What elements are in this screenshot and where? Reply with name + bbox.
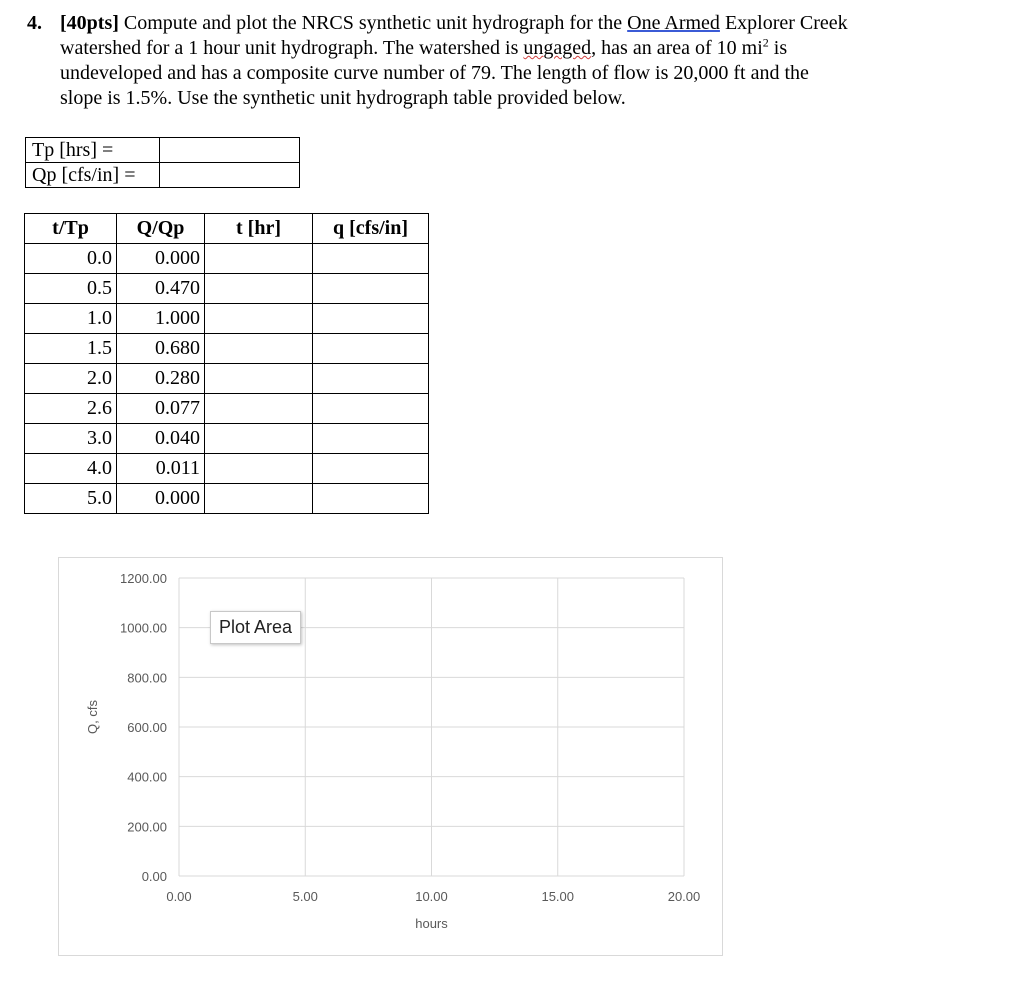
cell-q-qp: 0.470 bbox=[117, 274, 205, 304]
cell-t-tp: 2.6 bbox=[25, 394, 117, 424]
table-header-row bbox=[25, 214, 429, 244]
table-row bbox=[25, 454, 429, 484]
cell-t-tp: 4.0 bbox=[25, 454, 117, 484]
spellcheck-word[interactable]: ungaged bbox=[523, 37, 592, 59]
table-row bbox=[25, 244, 429, 274]
x-tick-label: 5.00 bbox=[292, 889, 318, 904]
cell-q-qp: 0.000 bbox=[117, 244, 205, 274]
header-t-tp: t/Tp bbox=[25, 214, 117, 244]
cell-q-qp: 0.077 bbox=[117, 394, 205, 424]
tp-label: Tp [hrs] = bbox=[26, 138, 160, 163]
y-axis-title: Q, cfs bbox=[85, 700, 100, 734]
cell-t-tp: 1.5 bbox=[25, 334, 117, 364]
cell-t-hr[interactable] bbox=[205, 424, 313, 454]
cell-q-cfs-in[interactable] bbox=[313, 244, 429, 274]
problem-line-2 bbox=[27, 36, 987, 61]
y-tick-label: 200.00 bbox=[127, 819, 167, 835]
problem-text-1b: Explorer Creek bbox=[719, 12, 848, 34]
chart-canvas bbox=[59, 558, 722, 955]
cell-q-cfs-in[interactable] bbox=[313, 274, 429, 304]
cell-t-hr[interactable] bbox=[205, 244, 313, 274]
table-row bbox=[25, 484, 429, 514]
cell-t-hr[interactable] bbox=[205, 334, 313, 364]
cell-t-tp: 0.5 bbox=[25, 274, 117, 304]
header-q-qp: Q/Qp bbox=[117, 214, 205, 244]
table-row bbox=[25, 424, 429, 454]
table-row bbox=[25, 274, 429, 304]
cell-q-cfs-in[interactable] bbox=[313, 454, 429, 484]
cell-q-qp: 0.000 bbox=[117, 484, 205, 514]
cell-q-qp: 0.011 bbox=[117, 454, 205, 484]
problem-text-1a: Compute and plot the NRCS synthetic unit hydrograph for the bbox=[123, 12, 628, 34]
cell-t-hr[interactable] bbox=[205, 274, 313, 304]
params-table bbox=[25, 137, 300, 188]
problem-text-2a: watershed for a 1 hour unit hydrograph. The watershed is bbox=[60, 37, 524, 59]
y-tick-label: 1200.00 bbox=[120, 571, 167, 586]
y-tick-label: 1000.00 bbox=[120, 620, 167, 636]
cell-t-hr[interactable] bbox=[205, 304, 313, 334]
x-tick-label: 0.00 bbox=[166, 889, 192, 904]
problem-line-3: undeveloped and has a composite curve number of 79. The length of flow is 20,000 ft and the bbox=[60, 62, 809, 84]
problem-line-1 bbox=[27, 11, 987, 36]
problem-text-2b: , has an area of 10 mi bbox=[591, 37, 763, 59]
cell-q-cfs-in[interactable] bbox=[313, 484, 429, 514]
table-row bbox=[25, 304, 429, 334]
cell-q-cfs-in[interactable] bbox=[313, 304, 429, 334]
cell-t-tp: 0.0 bbox=[25, 244, 117, 274]
table-row bbox=[25, 394, 429, 424]
x-tick-label: 15.00 bbox=[541, 889, 575, 904]
qp-value-cell[interactable] bbox=[160, 163, 300, 188]
header-t-hr: t [hr] bbox=[205, 214, 313, 244]
table-row bbox=[25, 334, 429, 364]
table-row bbox=[25, 364, 429, 394]
tp-value-cell[interactable] bbox=[160, 138, 300, 163]
cell-t-tp: 5.0 bbox=[25, 484, 117, 514]
cell-t-tp: 1.0 bbox=[25, 304, 117, 334]
problem-line-4: slope is 1.5%. Use the synthetic unit hydrograph table provided below. bbox=[60, 87, 626, 109]
cell-t-tp: 2.0 bbox=[25, 364, 117, 394]
cell-q-qp: 0.680 bbox=[117, 334, 205, 364]
problem-statement bbox=[27, 11, 987, 111]
cell-t-tp: 3.0 bbox=[25, 424, 117, 454]
unit-hydrograph-table bbox=[24, 213, 429, 514]
x-tick-label: 20.00 bbox=[667, 889, 701, 904]
hydrograph-chart[interactable] bbox=[58, 557, 723, 956]
problem-number: 4. bbox=[27, 12, 42, 34]
creek-name-link[interactable]: One Armed bbox=[627, 12, 720, 34]
qp-label: Qp [cfs/in] = bbox=[26, 163, 160, 188]
cell-t-hr[interactable] bbox=[205, 484, 313, 514]
y-tick-label: 800.00 bbox=[127, 670, 167, 686]
cell-q-qp: 0.040 bbox=[117, 424, 205, 454]
x-tick-label: 10.00 bbox=[415, 889, 448, 904]
cell-q-cfs-in[interactable] bbox=[313, 334, 429, 364]
superscript: 2 bbox=[762, 35, 769, 50]
header-q-cfs-in: q [cfs/in] bbox=[313, 214, 429, 244]
cell-q-cfs-in[interactable] bbox=[313, 424, 429, 454]
cell-q-cfs-in[interactable] bbox=[313, 394, 429, 424]
y-tick-label: 600.00 bbox=[127, 720, 167, 735]
x-axis-title: hours bbox=[415, 916, 448, 931]
cell-t-hr[interactable] bbox=[205, 364, 313, 394]
plot-area-tooltip: Plot Area bbox=[210, 611, 301, 644]
y-tick-label: 400.00 bbox=[127, 769, 167, 785]
problem-points: [40pts] bbox=[60, 12, 119, 34]
y-tick-label: 0.00 bbox=[141, 869, 167, 884]
cell-t-hr[interactable] bbox=[205, 454, 313, 484]
cell-q-qp: 1.000 bbox=[117, 304, 205, 334]
cell-q-qp: 0.280 bbox=[117, 364, 205, 394]
cell-q-cfs-in[interactable] bbox=[313, 364, 429, 394]
problem-text-2c: is bbox=[768, 37, 788, 59]
cell-t-hr[interactable] bbox=[205, 394, 313, 424]
